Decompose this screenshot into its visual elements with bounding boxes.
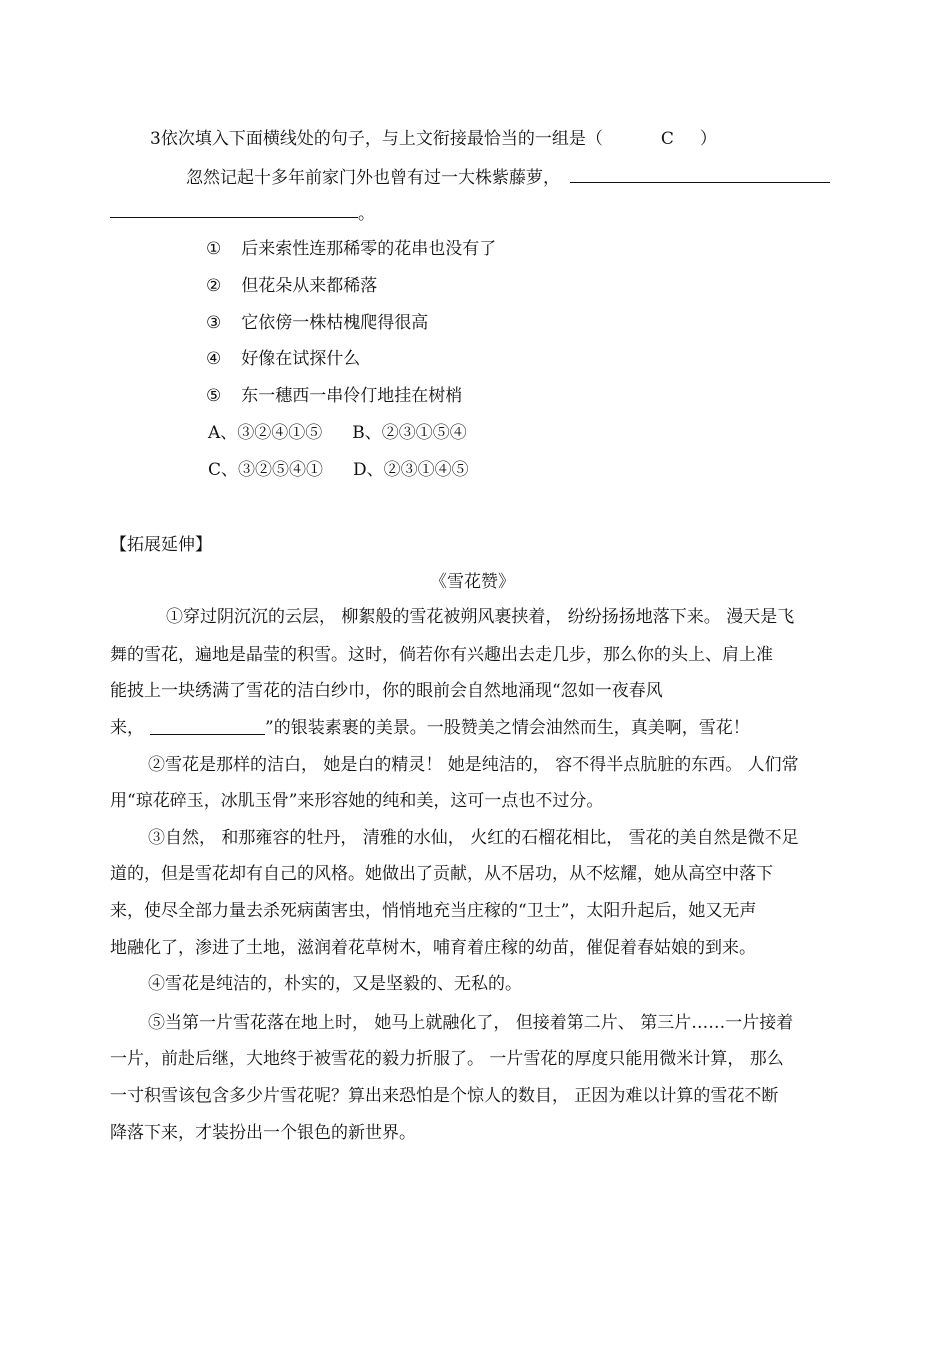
question-number: 3: [150, 129, 161, 149]
passage-line: ①穿过阴沉沉的云层， 柳絮般的雪花被朔风裹挟着， 纷纷扬扬地落下来。 漫天是飞: [166, 607, 795, 627]
answer-letter: C: [660, 129, 674, 149]
close-paren: ）: [699, 129, 717, 149]
passage-line: 道的，但是雪花却有自己的风格。她做出了贡献，从不居功，从不炫耀，她从高空中落下: [110, 864, 773, 884]
question-3-prompt: [150, 128, 717, 150]
item-marker: ③: [206, 313, 222, 333]
passage-line: 用“琼花碎玉，冰肌玉骨”来形容她的纯和美，这可一点也不过分。: [110, 791, 604, 811]
question-3-lead: [186, 167, 560, 189]
option-b: B、②③①⑤④: [352, 423, 467, 443]
option-row: [208, 422, 467, 444]
list-item: [206, 348, 360, 370]
option-a: A、③②④①⑤: [208, 423, 323, 443]
list-item: [206, 312, 428, 334]
question-prompt-text: 依次填入下面横线处的句子，与上文衔接最恰当的一组是（: [160, 129, 603, 149]
passage-line: 一片，前赴后继，大地终于被雪花的毅力折服了。 一片雪花的厚度只能用微米计算， 那么: [110, 1049, 784, 1069]
item-marker: ④: [206, 349, 222, 369]
passage-line: 舞的雪花，遍地是晶莹的积雪。这时，倘若你有兴趣出去走几步，那么你的头上、肩上准: [110, 645, 773, 665]
fill-blank-2: [110, 203, 358, 218]
item-text: 但花朵从来都稀落: [241, 276, 378, 296]
list-item: [206, 275, 377, 297]
item-marker: ⑤: [206, 386, 222, 406]
item-marker: ①: [206, 239, 222, 259]
passage-line: ”的银装素裹的美景。一股赞美之情会油然而生，真美啊，雪花！: [265, 718, 750, 738]
option-row: [208, 459, 469, 481]
item-text: 后来索性连那稀零的花串也没有了: [241, 239, 497, 259]
passage-line: ②雪花是那样的洁白， 她是白的精灵！ 她是纯洁的， 容不得半点肮脏的东西。 人们常: [148, 755, 799, 775]
passage-line: 来，: [110, 718, 144, 738]
fill-blank-1: [570, 168, 830, 183]
list-item: [206, 238, 496, 260]
item-text: 东一穗西一串伶仃地挂在树梢: [241, 386, 463, 406]
blank-end-mark: [358, 203, 375, 225]
end-mark: 。: [358, 204, 375, 224]
passage-line: ③自然， 和那雍容的牡丹， 清雅的水仙， 火红的石榴花相比， 雪花的美自然是微不足: [148, 828, 799, 848]
passage-line: 地融化了，渗进了土地，滋润着花草树木，哺育着庄稼的幼苗，催促着春姑娘的到来。: [110, 938, 756, 958]
fill-blank-3: [150, 720, 265, 735]
passage-line: 一寸积雪该包含多少片雪花呢？算出来恐怕是个惊人的数目， 正因为难以计算的雪花不断: [110, 1086, 779, 1106]
passage-line: 来，使尽全部力量去杀死病菌害虫，悄悄地充当庄稼的“卫士”，太阳升起后，她又无声: [110, 901, 757, 921]
lead-text: 忽然记起十多年前家门外也曾有过一大株紫藤萝，: [186, 168, 560, 188]
item-text: 好像在试探什么: [241, 349, 361, 369]
passage-line: 能披上一块绣满了雪花的洁白纱巾，你的眼前会自然地涌现“忽如一夜春风: [110, 681, 663, 701]
passage-line: ④雪花是纯洁的，朴实的，又是坚毅的、无私的。: [148, 974, 522, 994]
section-heading: 【拓展延伸】: [110, 535, 212, 555]
list-item: [206, 385, 462, 407]
item-marker: ②: [206, 276, 222, 296]
option-c: C、③②⑤④①: [208, 460, 324, 480]
passage-title: 《雪花赞》: [430, 572, 515, 592]
passage-line: 降落下来，才装扮出一个银色的新世界。: [110, 1123, 416, 1143]
item-text: 它依傍一株枯槐爬得很高: [241, 313, 429, 333]
passage-line: ⑤当第一片雪花落在地上时， 她马上就融化了， 但接着第二片、 第三片……一片接着: [148, 1013, 794, 1033]
option-d: D、②③①④⑤: [353, 460, 469, 480]
